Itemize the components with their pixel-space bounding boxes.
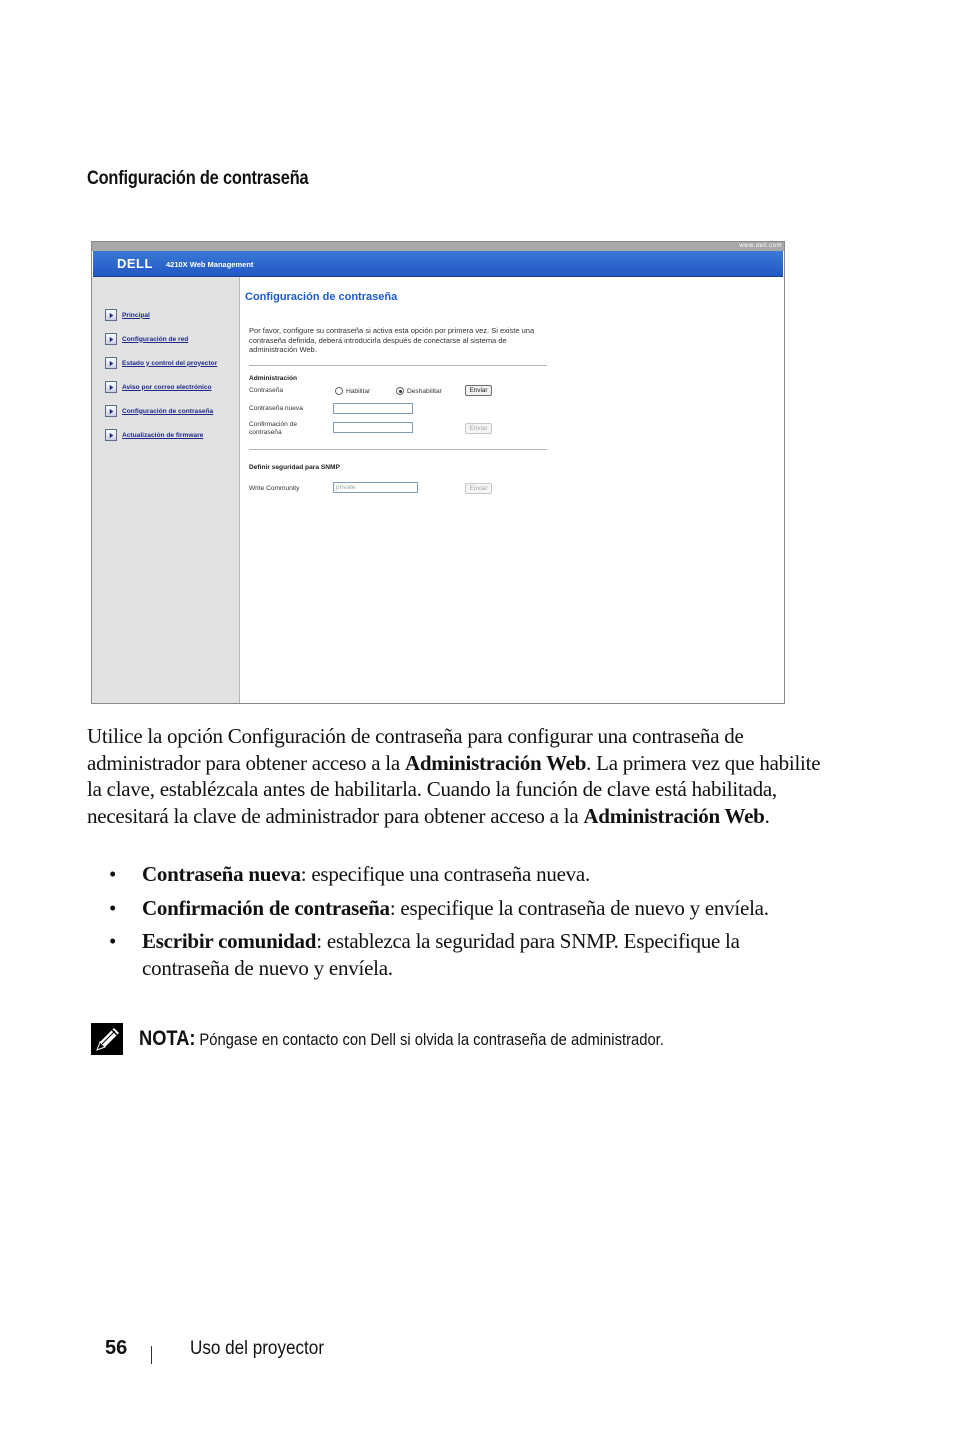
bullet-term: Escribir comunidad [142,929,317,953]
app-title: 4210X Web Management [166,260,254,269]
bullet-term: Contraseña nueva [142,862,301,886]
nav-item-firmware[interactable] [105,428,203,442]
arrow-icon [105,309,117,321]
divider [249,449,547,450]
content-title: Configuración de contraseña [245,291,398,303]
bullet-item [87,928,827,981]
confirm-password-label [249,421,297,437]
bullet-text: : establezca la seguridad para SNMP. Especifique la contraseña de nuevo y envíela. [142,929,740,980]
enable-label: Habilitar [346,387,371,395]
bullet-text: : especifique la contraseña de nuevo y envíela. [389,895,769,920]
left-nav [92,277,240,703]
web-management-screenshot [91,241,785,704]
nav-item-password[interactable] [105,404,213,418]
bullet-glyph: • [109,929,117,953]
divider [249,365,547,366]
section-title: Configuración de contraseña [87,168,309,189]
submit-button-password[interactable]: Enviar [465,385,492,396]
new-password-label: Contraseña nueva [249,405,303,412]
para-bold-1: Administración Web [404,750,587,775]
disable-label: Deshabilitar [407,387,442,395]
bullet-item [87,895,827,922]
dell-logo: DELL [117,256,153,271]
url-text: www.dell.com [739,243,782,249]
confirm-label-line1: Confirmación de [249,421,298,428]
disable-radio[interactable] [396,387,442,395]
para-text-3: . [764,803,770,828]
submit-button-confirm[interactable]: Enviar [465,423,492,434]
nav-label: Configuración de contraseña [122,407,214,415]
confirm-label-line2: contraseña [249,429,282,436]
page-number: 56 [105,1337,128,1359]
bullet-term: Confirmación de contraseña [142,895,390,920]
write-community-input[interactable]: private [333,482,418,493]
note-pencil-icon [91,1023,123,1055]
body-paragraph [87,723,827,829]
footer-section: Uso del proyector [190,1338,325,1359]
top-strip [92,242,784,251]
bullet-item [87,861,827,888]
arrow-icon [105,333,117,345]
header-banner [93,251,783,277]
nav-label: Principal [122,311,150,319]
radio-dot-selected [396,387,404,395]
confirm-password-input[interactable] [333,422,413,433]
bullet-glyph: • [109,862,117,886]
arrow-icon [105,381,117,393]
footer-separator [151,1346,152,1364]
intro-text: Por favor, configure su contraseña si activa esta opción por primera vez. Si existe una contraseña definida, deberá introducirla después de conectarse al sistema de administración Web. [249,326,535,354]
nav-label: Actualización de firmware [122,431,204,439]
arrow-icon [105,405,117,417]
nav-label: Configuración de red [122,335,189,343]
nav-label: Aviso por correo electrónico [122,383,212,391]
submit-button-snmp[interactable]: Enviar [465,483,492,494]
content-area [241,277,784,703]
new-password-input[interactable] [333,403,413,414]
bullet-text: : especifique una contraseña nueva. [300,862,590,886]
write-community-label: Write Community [249,485,300,492]
password-label: Contraseña [249,387,284,394]
snmp-heading: Definir seguridad para SNMP [249,464,340,471]
note-text [139,1027,664,1051]
nav-item-principal[interactable] [105,308,150,322]
nav-label: Estado y control del proyector [122,359,218,367]
para-text-1: Utilice la opción Configuración de contraseña para configurar una contraseña de administrador para obtener acceso a la [87,724,744,775]
nav-item-email-alert[interactable] [105,380,212,394]
bullet-glyph: • [109,895,117,920]
bullet-list [87,861,827,988]
arrow-icon [105,357,117,369]
nav-item-network[interactable] [105,332,188,346]
enable-radio[interactable] [335,387,370,395]
arrow-icon [105,429,117,441]
note-label: NOTA: [139,1027,196,1050]
admin-heading: Administración [249,375,297,382]
para-bold-2: Administración Web [583,803,765,828]
note-body: Póngase en contacto con Dell si olvida la contraseña de administrador. [199,1030,664,1049]
radio-dot [335,387,343,395]
note-box [91,1023,851,1059]
nav-item-projector-status[interactable] [105,356,217,370]
para-text-2: . La primera vez que habilite la clave, establézcala antes de habilitarla. Cuando la función de clave está habilitada, necesitará la clave de administrador para obtener acceso a la [87,750,821,828]
